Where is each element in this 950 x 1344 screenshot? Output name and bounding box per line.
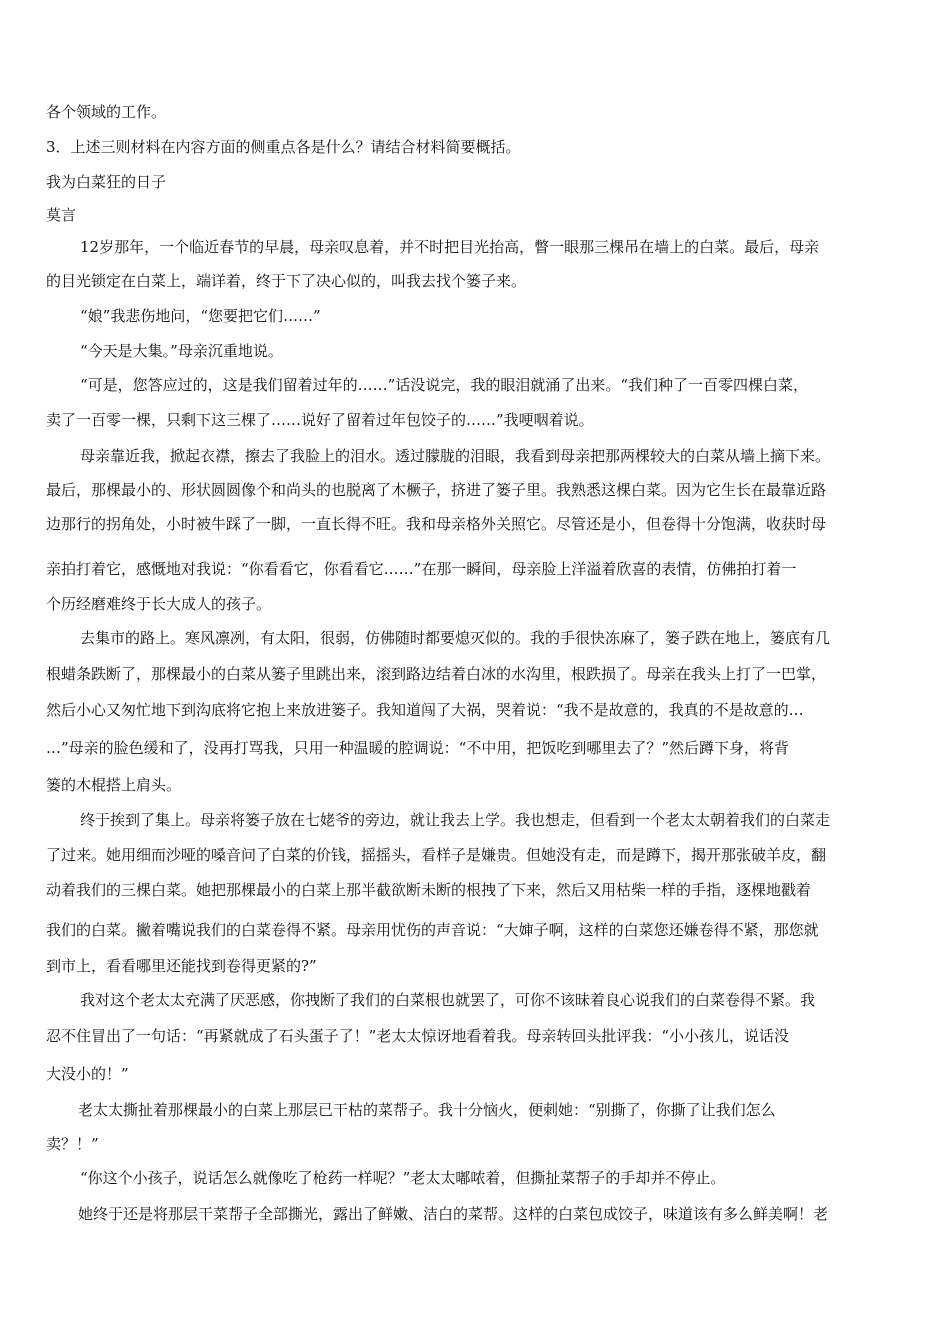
text-line: 去集市的路上。寒风凛冽，有太阳，很弱，仿佛随时都要熄灭似的。我的手很快冻麻了，篓子跌在地上，篓底有几 bbox=[80, 629, 831, 647]
text-line: 然后小心又匆忙地下到沟底将它抱上来放进篓子。我知道闯了大祸，哭着说：“我不是故意的，我真的不是故意的… bbox=[46, 701, 804, 719]
text-line: “可是，您答应过的，这是我们留着过年的……”话没说完，我的眼泪就涌了出来。“我们种了一百零四棵白菜， bbox=[80, 376, 809, 394]
text-line: 我对这个老太太充满了厌恶感，你拽断了我们的白菜根也就罢了，可你不该昧着良心说我们的白菜卷得不紧。我 bbox=[80, 991, 816, 1009]
text-line: 母亲靠近我，掀起衣襟，擦去了我脸上的泪水。透过朦胧的泪眼，我看到母亲把那两棵较大的白菜从墙上摘下来。 bbox=[80, 447, 831, 465]
question-3: 3．上述三则材料在内容方面的侧重点各是什么？请结合材料简要概括。 bbox=[46, 138, 521, 156]
text-line: 卖？！” bbox=[46, 1135, 99, 1153]
text-line: 12岁那年，一个临近春节的早晨，母亲叹息着，并不时把目光抬高，瞥一眼那三棵吊在墙上的白菜。最后，母亲 bbox=[80, 238, 820, 256]
text-line: 了过来。她用细而沙哑的嗓音问了白菜的价钱，摇摇头，看样子是嫌贵。但她没有走，而是蹲下，揭开那张破羊皮，翻 bbox=[46, 846, 827, 864]
text-line: 篓的木棍搭上肩头。 bbox=[46, 776, 182, 794]
article-title: 我为白菜狂的日子 bbox=[46, 173, 167, 191]
text-line: 忍不住冒出了一句话：“再紧就成了石头蛋子了！”老太太惊讶地看着我。母亲转回头批评我：“小小孩儿，说话没 bbox=[46, 1027, 790, 1045]
text-line: 亲拍打着它，感慨地对我说：“你看看它，你看看它……”在那一瞬间，母亲脸上洋溢着欣喜的表情，仿佛拍打着一 bbox=[46, 560, 797, 578]
text-line: 各个领域的工作。 bbox=[46, 103, 167, 121]
text-line: 她终于还是将那层干菜帮子全部撕光，露出了鲜嫩、洁白的菜帮。这样的白菜包成饺子，味道该有多么鲜美啊！老 bbox=[78, 1205, 829, 1223]
text-line: …”母亲的脸色缓和了，没再打骂我，只用一种温暖的腔调说：“不中用，把饭吃到哪里去了？”然后蹲下身，将背 bbox=[46, 739, 790, 757]
text-line: 最后，那棵最小的、形状圆圆像个和尚头的也脱离了木橛子，挤进了篓子里。我熟悉这棵白菜。因为它生长在最靠近路 bbox=[46, 481, 827, 499]
text-line: 动着我们的三棵白菜。她把那棵最小的白菜上那半截欲断未断的根拽了下来，然后又用枯柴一样的手指，逐棵地戳着 bbox=[46, 881, 812, 899]
text-line: 终于挨到了集上。母亲将篓子放在七姥爷的旁边，就让我去上学。我也想走，但看到一个老太太朝着我们的白菜走 bbox=[80, 811, 831, 829]
text-line: 个历经磨难终于长大成人的孩子。 bbox=[46, 595, 272, 613]
text-line: 边那行的拐角处，小时被牛踩了一脚，一直长得不旺。我和母亲格外关照它。尽管还是小，但卷得十分饱满，收获时母 bbox=[46, 515, 827, 533]
text-line: “你这个小孩子，说话怎么就像吃了枪药一样呢？”老太太嘟哝着，但撕扯菜帮子的手却并不停止。 bbox=[80, 1169, 726, 1187]
text-line: “今天是大集。”母亲沉重地说。 bbox=[80, 342, 283, 360]
text-line: “娘”我悲伤地问，“您要把它们……” bbox=[80, 307, 321, 325]
text-line: 老太太撕扯着那棵最小的白菜上那层已干枯的菜帮子。我十分恼火，便刺她：“别撕了，你撕了让我们怎么 bbox=[78, 1101, 776, 1119]
text-line: 大没小的！” bbox=[46, 1065, 129, 1083]
text-line: 的目光锁定在白菜上，端详着，终于下了决心似的，叫我去找个篓子来。 bbox=[46, 272, 527, 290]
text-line: 卖了一百零一棵，只剩下这三棵了……说好了留着过年包饺子的……”我哽咽着说。 bbox=[46, 411, 594, 429]
text-line: 到市上，看看哪里还能找到卷得更紧的?” bbox=[46, 957, 317, 975]
text-line: 我们的白菜。撇着嘴说我们的白菜卷得不紧。母亲用忧伤的声音说：“大婶子啊，这样的白菜您还嫌卷得不紧，那您就 bbox=[46, 921, 819, 939]
article-author: 莫言 bbox=[46, 206, 77, 224]
text-line: 根蜡条跌断了，那棵最小的白菜从篓子里跳出来，滚到路边结着白冰的水沟里，根跌损了。母亲在我头上打了一巴掌， bbox=[46, 665, 827, 683]
